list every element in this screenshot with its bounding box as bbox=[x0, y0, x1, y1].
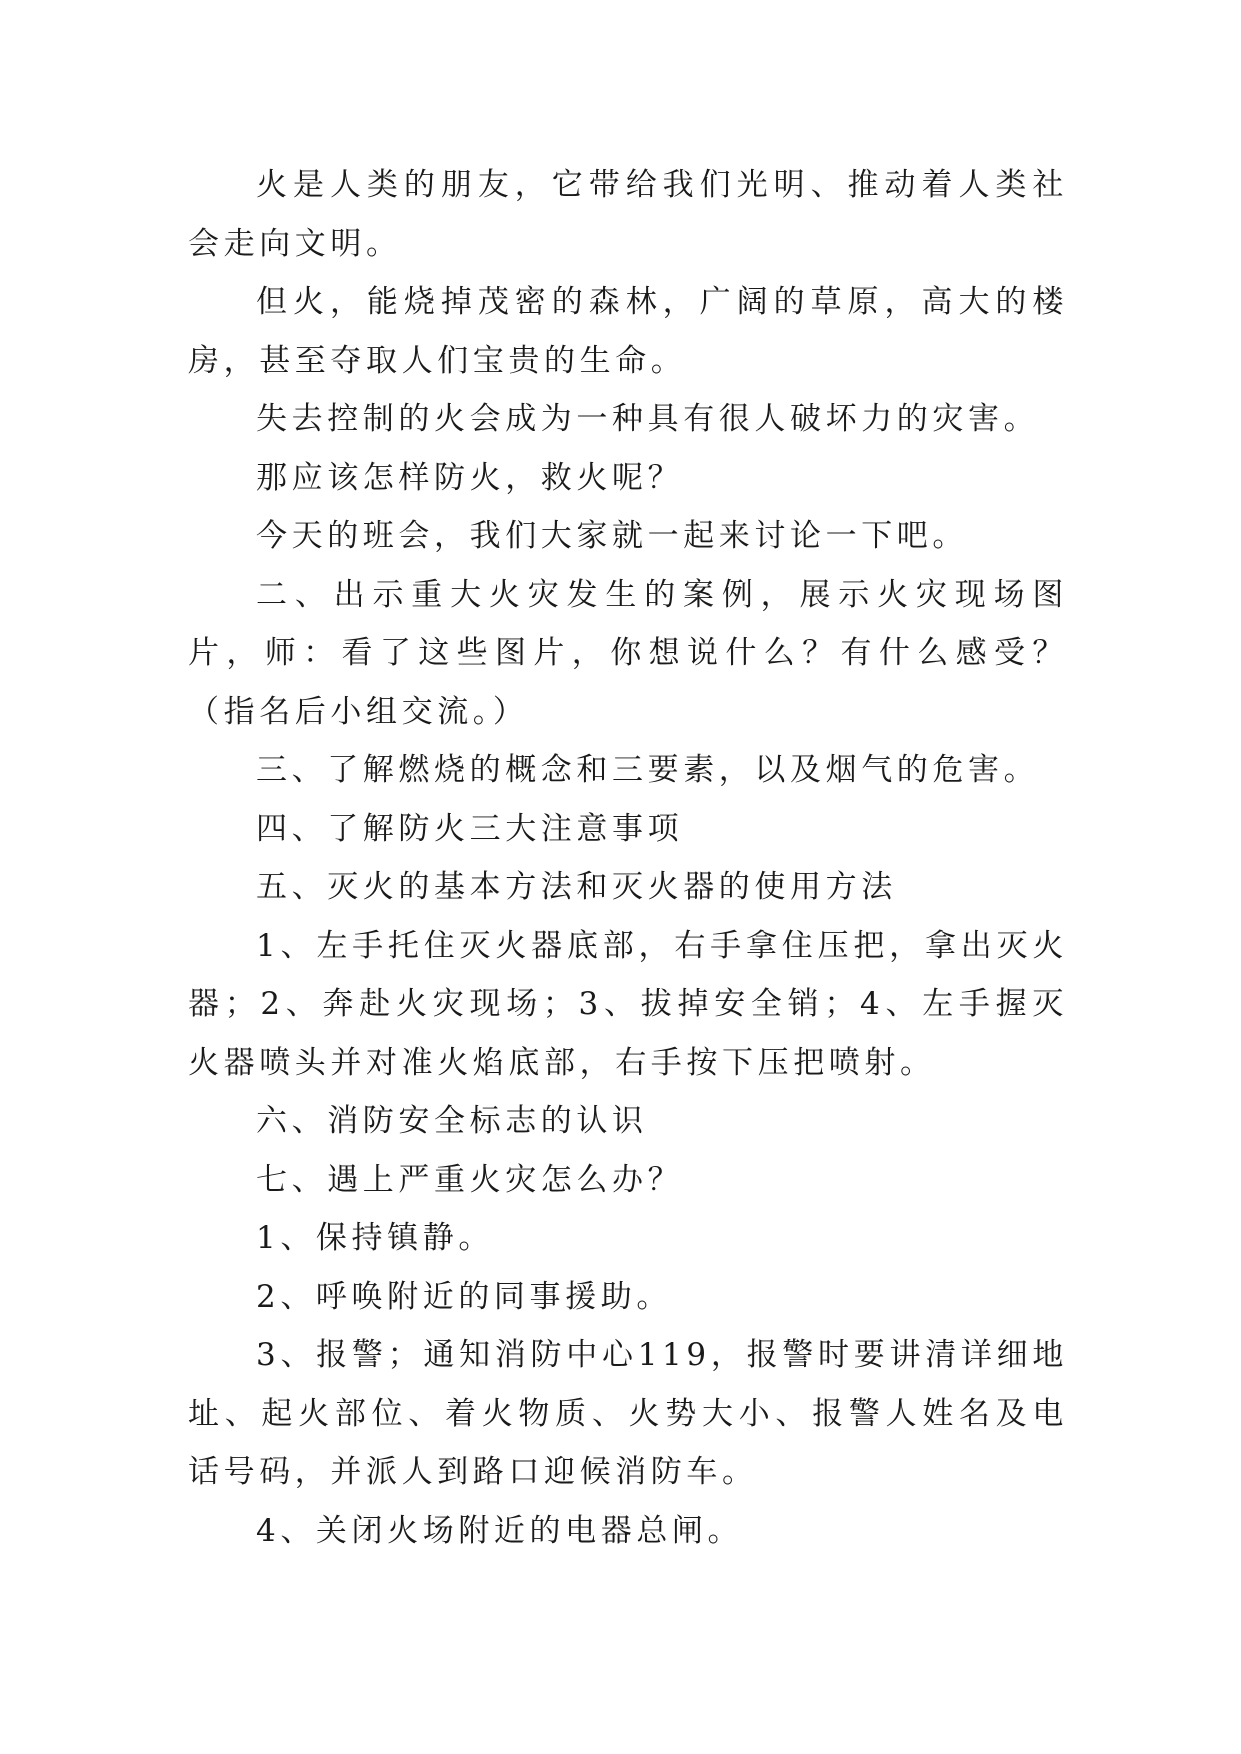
section-seven: 七、遇上严重火灾怎么办？ bbox=[256, 1161, 684, 1198]
section-four: 四、了解防火三大注意事项 bbox=[256, 810, 684, 847]
paragraph-intro: 火是人类的朋友，它带给我们光明、推动着人类社会走向文明。 bbox=[188, 167, 1068, 262]
document-body bbox=[188, 156, 1068, 1560]
section-three: 三、了解燃烧的概念和三要素，以及烟气的危害。 bbox=[256, 752, 1040, 788]
section-six: 六、消防安全标志的认识 bbox=[256, 1103, 648, 1139]
paragraph-fire-disaster: 失去控制的火会成为一种具有很人破坏力的灾害。 bbox=[256, 401, 1040, 437]
section-two: 二、出示重大火灾发生的案例，展示火灾现场图片，师：看了这些图片，你想说什么？有什么感受？（指名后小组交流。） bbox=[188, 576, 1068, 730]
step-alarm: 3、报警；通知消防中心119，报警时要讲清详细地址、起火部位、着火物质、火势大小、报警人姓名及电话号码，并派人到路口迎候消防车。 bbox=[188, 1337, 1068, 1490]
paragraph-question: 那应该怎样防火，救火呢？ bbox=[256, 459, 684, 496]
step-call-help: 2、呼唤附近的同事援助。 bbox=[256, 1278, 672, 1315]
step-stay-calm: 1、保持镇静。 bbox=[256, 1220, 494, 1256]
extinguisher-steps: 1、左手托住灭火器底部，右手拿住压把，拿出灭火器；2、奔赴火灾现场；3、拔掉安全销；4、左手握灭火器喷头并对准火焰底部，右手按下压把喷射。 bbox=[188, 927, 1068, 1081]
paragraph-fire-danger: 但火，能烧掉茂密的森林，广阔的草原，高大的楼房，甚至夺取人们宝贵的生命。 bbox=[188, 284, 1068, 379]
step-power-off: 4、关闭火场附近的电器总闸。 bbox=[256, 1512, 744, 1549]
section-five: 五、灭火的基本方法和灭火器的使用方法 bbox=[256, 869, 897, 905]
paragraph-class-meeting: 今天的班会，我们大家就一起来讨论一下吧。 bbox=[256, 518, 968, 554]
